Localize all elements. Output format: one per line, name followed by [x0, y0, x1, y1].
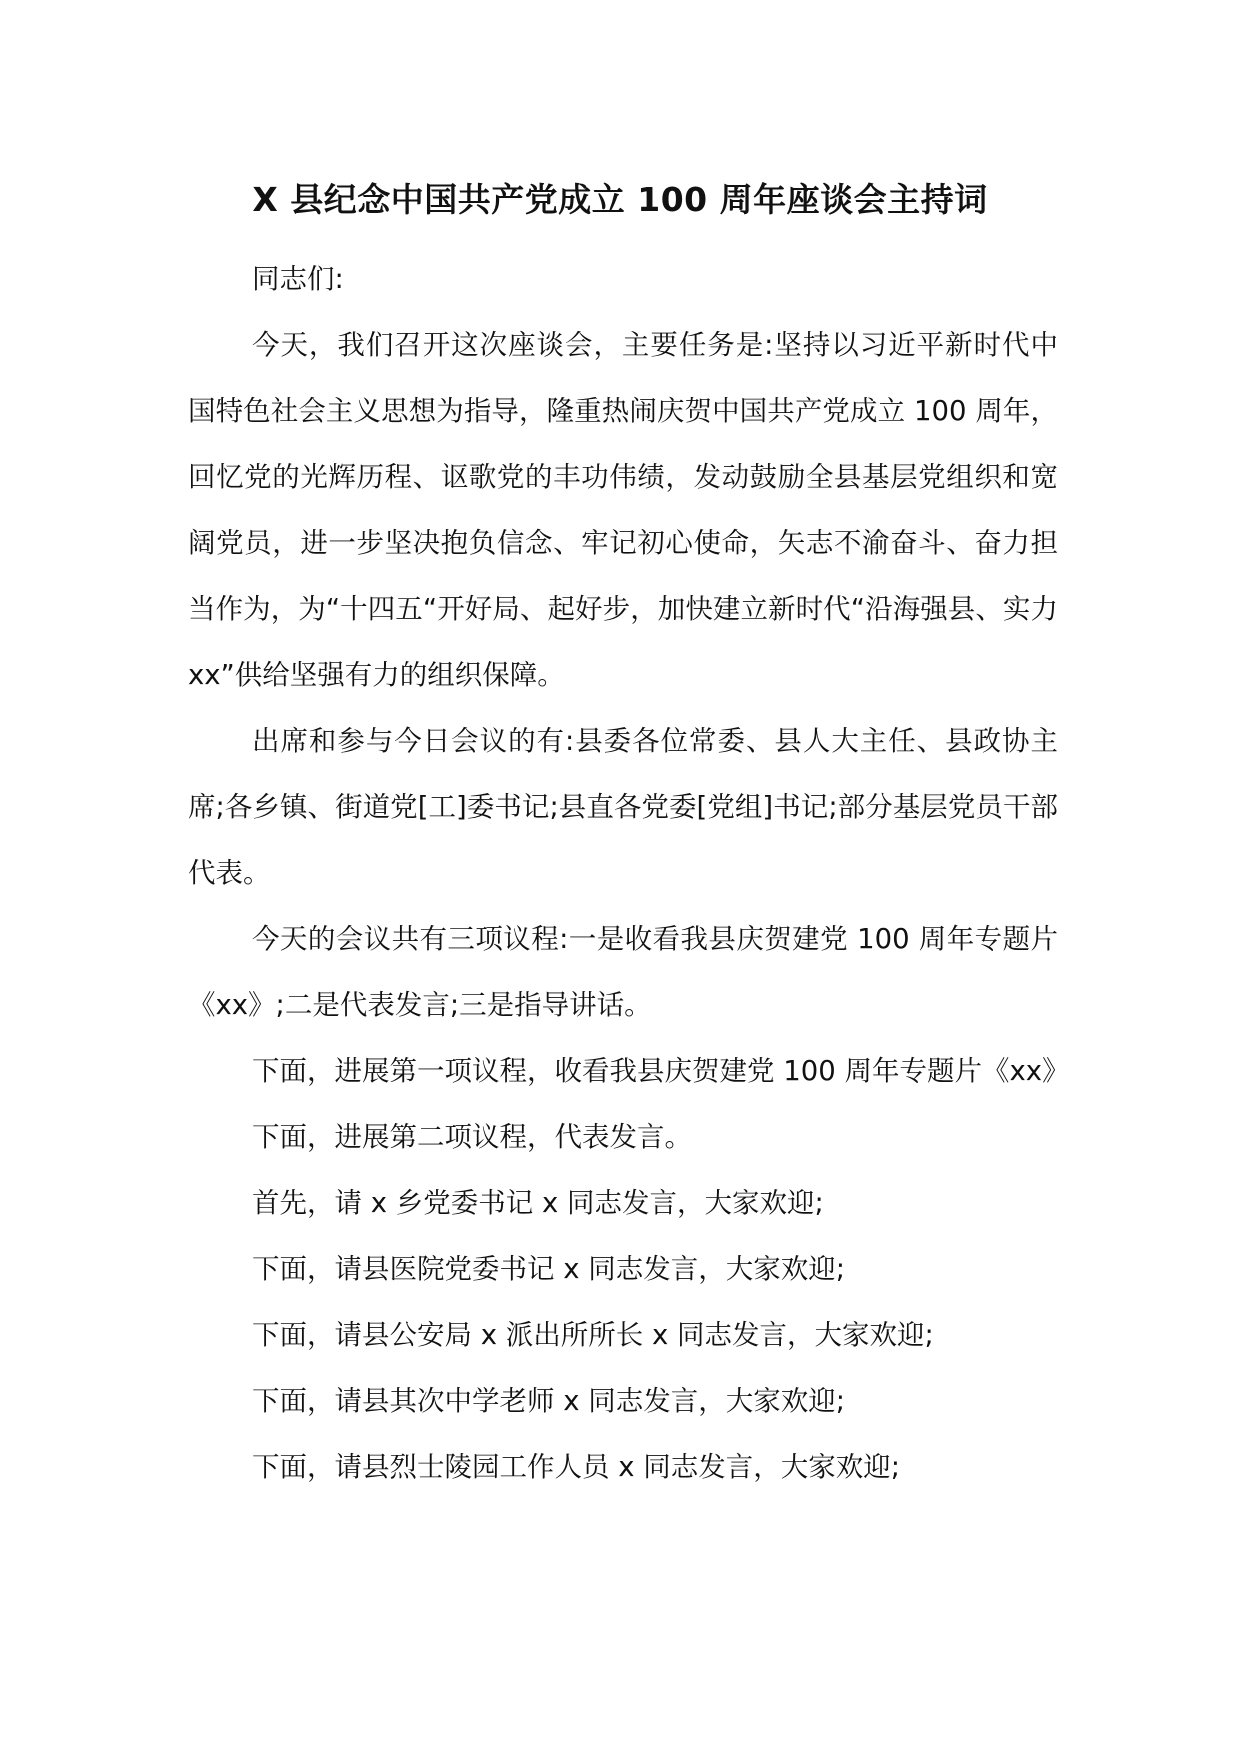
paragraph-salutation: 同志们: — [252, 263, 344, 295]
document-title: X 县纪念中国共产党成立 100 周年座谈会主持词 — [252, 180, 988, 219]
paragraph-attendees: 出席和参与今日会议的有:县委各位常委、县人大主任、县政协主席;各乡镇、街道党[工]委书记;县直各党委[党组]书记;部分基层党员干部代表。 — [188, 725, 1058, 889]
paragraph-speaker-4: 下面，请县其次中学老师 x 同志发言，大家欢迎; — [252, 1385, 846, 1417]
document-body — [188, 246, 1070, 1500]
paragraph-speaker-2: 下面，请县医院党委书记 x 同志发言，大家欢迎; — [252, 1253, 846, 1285]
paragraph-agenda: 今天的会议共有三项议程:一是收看我县庆贺建党 100 周年专题片《xx》;二是代表发言;三是指导讲话。 — [188, 923, 1058, 1021]
paragraph-item-two: 下面，进展第二项议程，代表发言。 — [252, 1121, 692, 1153]
paragraph-speaker-3: 下面，请县公安局 x 派出所所长 x 同志发言，大家欢迎; — [252, 1319, 934, 1351]
paragraph-purpose: 今天，我们召开这次座谈会，主要任务是:坚持以习近平新时代中国特色社会主义思想为指导，隆重热闹庆贺中国共产党成立 100 周年，回忆党的光辉历程、讴歌党的丰功伟绩，发动鼓励全县基层党组织和宽阔党员，进一步坚决抱负信念、牢记初心使命，矢志不渝奋斗、奋力担当作为，为“十四五“开好局、起好步，加快建立新时代“沿海强县、实力 xx”供给坚强有力的组织保障。 — [188, 329, 1058, 691]
paragraph-speaker-5: 下面，请县烈士陵园工作人员 x 同志发言，大家欢迎; — [252, 1451, 901, 1483]
paragraph-speaker-1: 首先，请 x 乡党委书记 x 同志发言，大家欢迎; — [252, 1187, 824, 1219]
paragraph-item-one: 下面，进展第一项议程，收看我县庆贺建党 100 周年专题片《xx》 — [252, 1055, 1070, 1087]
